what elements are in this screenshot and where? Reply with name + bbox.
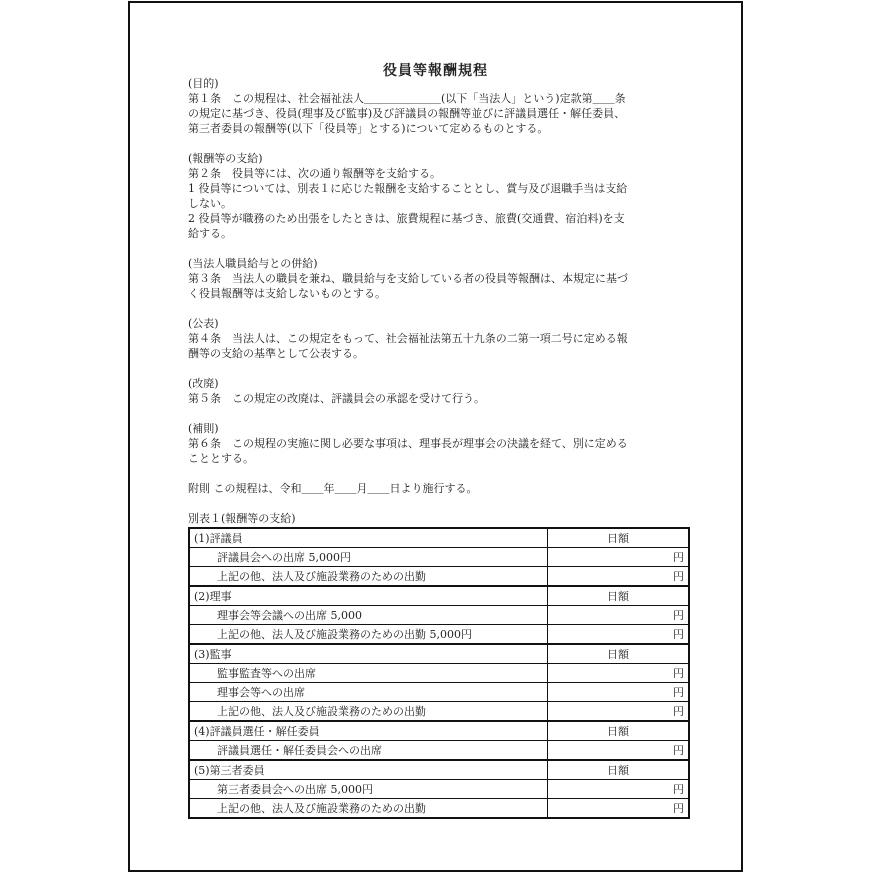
article-line: しない。 (188, 197, 232, 210)
table-row (189, 799, 689, 819)
table-group-row (189, 586, 689, 606)
supplementary-provision: 附則 この規程は、令和＿＿年＿＿月＿＿日より施行する。 (188, 482, 478, 495)
item-label: 理事会等への出席 (189, 683, 548, 702)
table-group-row (189, 528, 689, 548)
article-line: 第６条 この規程の実施に関し必要な事項は、理事長が理事会の決議を経て、別に定める (188, 437, 628, 450)
article-line: 酬等の支給の基準として公表する。 (188, 347, 364, 360)
group-label: (4)評議員選任・解任委員 (189, 721, 548, 741)
article-line: 第三者委員の報酬等(以下「役員等」とする)について定めるものとする。 (188, 122, 549, 135)
article-line: 1 役員等については、別表１に応じた報酬を支給することとし、賞与及び退職手当は支給 (188, 182, 628, 195)
item-amount: 円 (548, 780, 690, 799)
article-heading: (補則) (188, 422, 219, 435)
item-amount: 円 (548, 683, 690, 702)
table-row (189, 780, 689, 799)
article-2 (188, 151, 688, 241)
article-line: 給する。 (188, 227, 232, 240)
group-label: (1)評議員 (189, 528, 548, 548)
item-amount: 円 (548, 625, 690, 645)
article-line: 第４条 当法人は、この規定をもって、社会福祉法第五十九条の二第一項二号に定める報 (188, 332, 628, 345)
table-caption: 別表１(報酬等の支給) (188, 512, 296, 525)
article-heading: (目的) (188, 77, 219, 90)
item-label: 評議員選任・解任委員会への出席 (189, 741, 548, 761)
article-line: 第３条 当法人の職員を兼ね、職員給与を支給している者の役員等報酬は、本規定に基づ (188, 272, 628, 285)
article-line: く役員報酬等は支給しないものとする。 (188, 287, 386, 300)
amount-header: 日額 (548, 586, 690, 606)
article-heading: (報酬等の支給) (188, 152, 263, 165)
document-body (188, 76, 688, 819)
article-line: 第２条 役員等には、次の通り報酬等を支給する。 (188, 167, 441, 180)
table-row (189, 741, 689, 761)
item-label: 理事会等会議への出席 5,000 (189, 606, 548, 625)
article-line: こととする。 (188, 452, 254, 465)
amount-header: 日額 (548, 528, 690, 548)
group-label: (2)理事 (189, 586, 548, 606)
table-row (189, 567, 689, 587)
article-heading: (公表) (188, 317, 219, 330)
article-heading: (改廃) (188, 377, 219, 390)
amount-header: 日額 (548, 644, 690, 664)
item-amount: 円 (548, 741, 690, 761)
document-title: 役員等報酬規程 (383, 63, 488, 79)
table-row (189, 664, 689, 683)
group-label: (5)第三者委員 (189, 760, 548, 780)
table-row (189, 702, 689, 722)
article-line: の規定に基づき、役員(理事及び監事)及び評議員の報酬等並びに評議員選任・解任委員、 (188, 107, 626, 120)
table-row (189, 683, 689, 702)
item-label: 第三者委員会への出席 5,000円 (189, 780, 548, 799)
amount-header: 日額 (548, 721, 690, 741)
article-line: 第５条 この規定の改廃は、評議員会の承認を受けて行う。 (188, 392, 485, 405)
article-line: 第１条 この規程は、社会福祉法人＿＿＿＿＿＿＿(以下「当法人」という)定款第＿＿条 (188, 92, 626, 105)
item-label: 評議員会への出席 5,000円 (189, 548, 548, 567)
table-row (189, 606, 689, 625)
item-amount: 円 (548, 702, 690, 722)
table-group-row (189, 721, 689, 741)
article-line: 2 役員等が職務のため出張をしたときは、旅費規程に基づき、旅費(交通費、宿泊料)を支 (188, 212, 625, 225)
table-row (189, 548, 689, 567)
article-1 (188, 76, 688, 136)
item-amount: 円 (548, 799, 690, 819)
article-3 (188, 256, 688, 301)
document-page (128, 1, 743, 872)
group-label: (3)監事 (189, 644, 548, 664)
article-4 (188, 316, 688, 361)
article-5 (188, 376, 688, 406)
item-amount: 円 (548, 664, 690, 683)
article-6 (188, 421, 688, 466)
table-group-row (189, 644, 689, 664)
item-label: 監事監査等への出席 (189, 664, 548, 683)
fee-table (188, 527, 690, 819)
table-row (189, 625, 689, 645)
item-label: 上記の他、法人及び施設業務のための出勤 (189, 702, 548, 722)
article-heading: (当法人職員給与との併給) (188, 257, 318, 270)
item-amount: 円 (548, 567, 690, 587)
item-amount: 円 (548, 606, 690, 625)
item-label: 上記の他、法人及び施設業務のための出勤 (189, 799, 548, 819)
table-group-row (189, 760, 689, 780)
amount-header: 日額 (548, 760, 690, 780)
item-label: 上記の他、法人及び施設業務のための出勤 (189, 567, 548, 587)
item-amount: 円 (548, 548, 690, 567)
item-label: 上記の他、法人及び施設業務のための出勤 5,000円 (189, 625, 548, 645)
